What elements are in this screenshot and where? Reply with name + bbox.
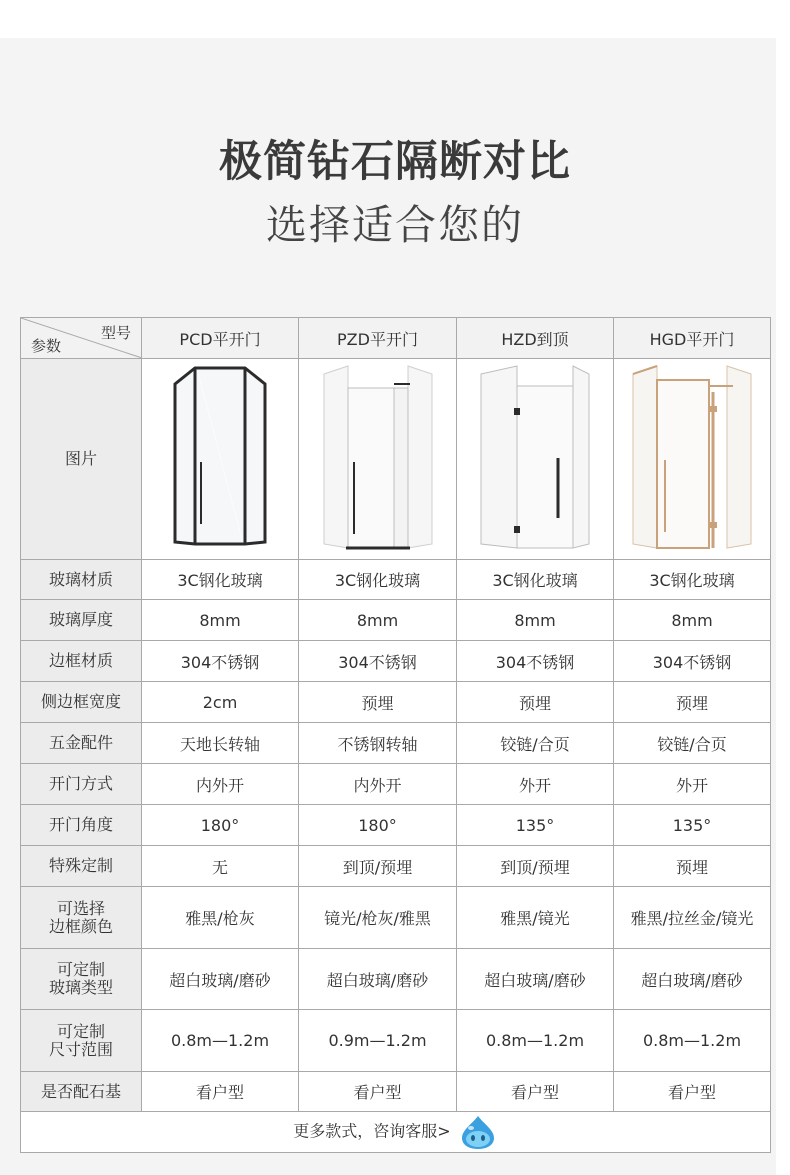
table-cell: 到顶/预埋 [457,846,614,887]
table-cell: 135° [614,805,771,846]
hgd-shower-enclosure-icon [627,362,757,552]
table-row [21,1010,771,1072]
row-label [21,887,142,949]
table-cell: 0.8m—1.2m [142,1010,299,1072]
table-cell: 超白玻璃/磨砂 [614,949,771,1010]
model-header: HGD平开门 [614,318,771,359]
table-cell: 到顶/预埋 [299,846,457,887]
hzd-shower-enclosure-icon [475,362,595,552]
table-cell: 304不锈钢 [299,641,457,682]
row-label: 特殊定制 [21,846,142,887]
table-row [21,949,771,1010]
table-cell: 镜光/枪灰/雅黑 [299,887,457,949]
page-title: 极简钻石隔断对比 [219,137,571,187]
contact-service-text: 更多款式，咨询客服> [293,1121,451,1141]
row-label-line: 玻璃类型 [48,978,113,997]
table-cell: 无 [142,846,299,887]
table-cell: 预埋 [614,682,771,723]
row-label: 侧边框宽度 [21,682,142,723]
row-label-line: 可定制 [56,960,105,979]
table-row [21,723,771,764]
table-cell: 0.8m—1.2m [614,1010,771,1072]
table-cell: 3C钢化玻璃 [614,560,771,600]
image-cell [299,359,457,560]
row-label: 玻璃材质 [21,560,142,600]
model-header: HZD到顶 [457,318,614,359]
table-cell: 135° [457,805,614,846]
row-label [21,1010,142,1072]
row-label: 开门角度 [21,805,142,846]
table-cell: 0.9m—1.2m [299,1010,457,1072]
table-cell: 超白玻璃/磨砂 [299,949,457,1010]
table-cell: 8mm [457,600,614,641]
table-row [21,641,771,682]
comparison-table [20,317,771,1153]
table-cell: 铰链/合页 [614,723,771,764]
table-row [21,600,771,641]
table-cell: 3C钢化玻璃 [299,560,457,600]
table-cell: 看户型 [614,1072,771,1112]
table-cell: 3C钢化玻璃 [457,560,614,600]
table-cell: 180° [299,805,457,846]
table-cell: 0.8m—1.2m [457,1010,614,1072]
image-cell [142,359,299,560]
water-drop-mascot-icon [458,1114,498,1150]
row-label: 开门方式 [21,764,142,805]
table-cell: 雅黑/枪灰 [142,887,299,949]
table-cell: 内外开 [142,764,299,805]
footer-row [21,1112,771,1153]
model-header: PZD平开门 [299,318,457,359]
table-cell: 2cm [142,682,299,723]
table-row [21,682,771,723]
table-row [21,846,771,887]
table-cell: 304不锈钢 [457,641,614,682]
table-header-row [21,318,771,359]
row-label [21,949,142,1010]
image-cell [614,359,771,560]
row-label: 边框材质 [21,641,142,682]
table-cell: 超白玻璃/磨砂 [457,949,614,1010]
table-cell: 预埋 [614,846,771,887]
table-cell: 超白玻璃/磨砂 [142,949,299,1010]
table-cell: 天地长转轴 [142,723,299,764]
page-subtitle: 选择适合您的 [266,201,524,249]
row-label: 五金配件 [21,723,142,764]
pcd-shower-enclosure-icon [165,362,275,552]
table-cell: 3C钢化玻璃 [142,560,299,600]
table-cell: 304不锈钢 [614,641,771,682]
table-cell: 看户型 [457,1072,614,1112]
table-row [21,764,771,805]
image-cell [457,359,614,560]
table-row [21,887,771,949]
table-cell: 内外开 [299,764,457,805]
table-cell: 8mm [614,600,771,641]
table-row [21,805,771,846]
row-label-line: 边框颜色 [48,916,113,936]
table-cell: 外开 [614,764,771,805]
table-cell: 8mm [299,600,457,641]
model-header: PCD平开门 [142,318,299,359]
table-cell: 铰链/合页 [457,723,614,764]
table-cell: 看户型 [142,1072,299,1112]
row-label-line: 尺寸范围 [48,1039,113,1059]
table-cell: 外开 [457,764,614,805]
table-row [21,560,771,600]
row-label: 图片 [21,359,142,560]
table-cell: 雅黑/拉丝金/镜光 [614,887,771,949]
table-cell: 预埋 [457,682,614,723]
table-cell: 180° [142,805,299,846]
table-cell: 不锈钢转轴 [299,723,457,764]
table-cell: 预埋 [299,682,457,723]
table-cell: 304不锈钢 [142,641,299,682]
contact-service-link[interactable] [21,1112,771,1153]
table-cell: 8mm [142,600,299,641]
corner-model-label: 型号 [100,324,131,342]
corner-param-label: 参数 [31,337,62,355]
row-label: 玻璃厚度 [21,600,142,641]
image-row [21,359,771,560]
table-cell: 看户型 [299,1072,457,1112]
pzd-shower-enclosure-icon [318,362,438,552]
row-label-line: 可选择 [56,898,105,918]
row-label-line: 可定制 [56,1021,105,1041]
table-row [21,1072,771,1112]
row-label: 是否配石基 [21,1072,142,1112]
table-cell: 雅黑/镜光 [457,887,614,949]
corner-cell [21,318,142,359]
